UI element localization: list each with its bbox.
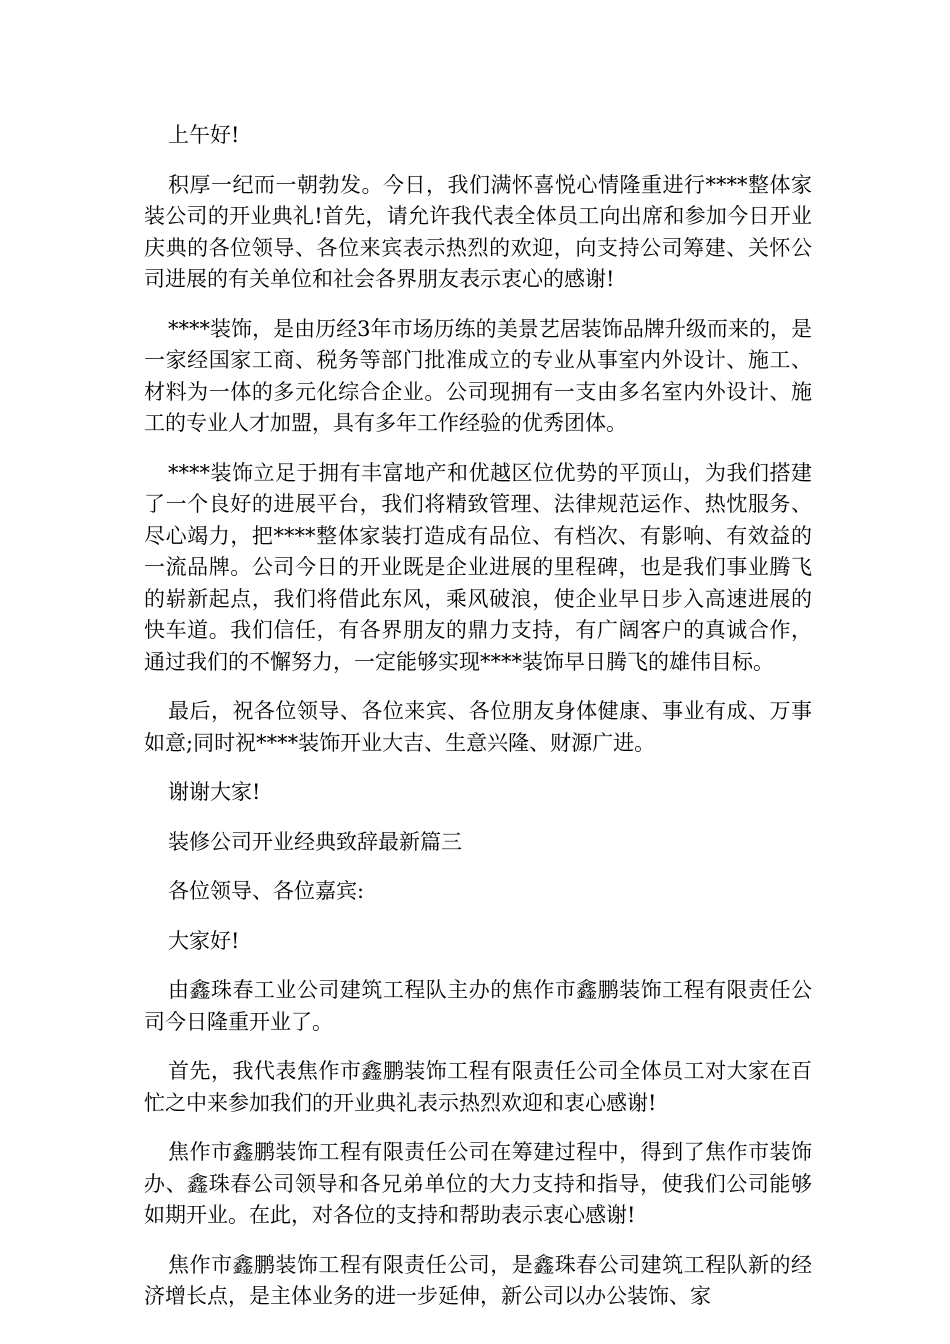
paragraph-salutation: 各位领导、各位嘉宾: — [168, 879, 365, 903]
paragraph-company-growth: 焦作市鑫鹏装饰工程有限责任公司，是鑫珠春公司建筑工程队新的经济增长点，是主体业务的进一步延伸，新公司以办公装饰、家 — [144, 1252, 812, 1308]
section-heading: 装修公司开业经典致辞最新篇三 — [168, 829, 462, 854]
paragraph-closing-wishes: 最后，祝各位领导、各位来宾、各位朋友身体健康、事业有成、万事如意;同时祝****装饰开业大吉、生意兴隆、财源广进。 — [144, 699, 812, 755]
paragraph-company-vision: ****装饰立足于拥有丰富地产和优越区位优势的平顶山，为我们搭建了一个良好的进展平台，我们将精致管理、法律规范运作、热忱服务、尽心竭力，把****整体家装打造成有品位、有档次、有影响、有效益的一流品牌。公司今日的开业既是企业进展的里程碑，也是我们事业腾飞的崭新起点，我们将借此东风，乘风破浪，使企业早日步入高速进展的快车道。我们信任，有各界朋友的鼎力支持，有广阔客户的真诚合作，通过我们的不懈努力，一定能够实现****装饰早日腾飞的雄伟目标。 — [144, 460, 812, 674]
paragraph-greeting-morning: 上午好! — [168, 123, 240, 147]
paragraph-greeting: 大家好! — [168, 928, 240, 953]
paragraph-opening: 积厚一纪而一朝勃发。今日，我们满怀喜悦心情隆重进行****整体家装公司的开业典礼!首先，请允许我代表全体员工向出席和参加今日开业庆典的各位领导、各位来宾表示热烈的欢迎，向支持公司筹建、关怀公司进展的有关单位和社会各界朋友表示衷心的感谢! — [144, 172, 812, 291]
paragraph-opening-announcement: 由鑫珠春工业公司建筑工程队主办的焦作市鑫鹏装饰工程有限责任公司今日隆重开业了。 — [144, 978, 812, 1034]
paragraph-welcome: 首先，我代表焦作市鑫鹏装饰工程有限责任公司全体员工对大家在百忙之中来参加我们的开业典礼表示热烈欢迎和衷心感谢! — [144, 1059, 812, 1115]
paragraph-thanks: 谢谢大家! — [168, 780, 261, 804]
document-page — [144, 120, 812, 1331]
paragraph-company-intro: ****装饰，是由历经3年市场历练的美景艺居装饰品牌升级而来的，是一家经国家工商、税务等部门批准成立的专业从事室内外设计、施工、材料为一体的多元化综合企业。公司现拥有一支由多名室内外设计、施工的专业人才加盟，具有多年工作经验的优秀团体。 — [144, 316, 812, 435]
paragraph-acknowledgement: 焦作市鑫鹏装饰工程有限责任公司在筹建过程中，得到了焦作市装饰办、鑫珠春公司领导和各兄弟单位的大力支持和指导，使我们公司能够如期开业。在此，对各位的支持和帮助表示衷心感谢! — [144, 1140, 812, 1227]
